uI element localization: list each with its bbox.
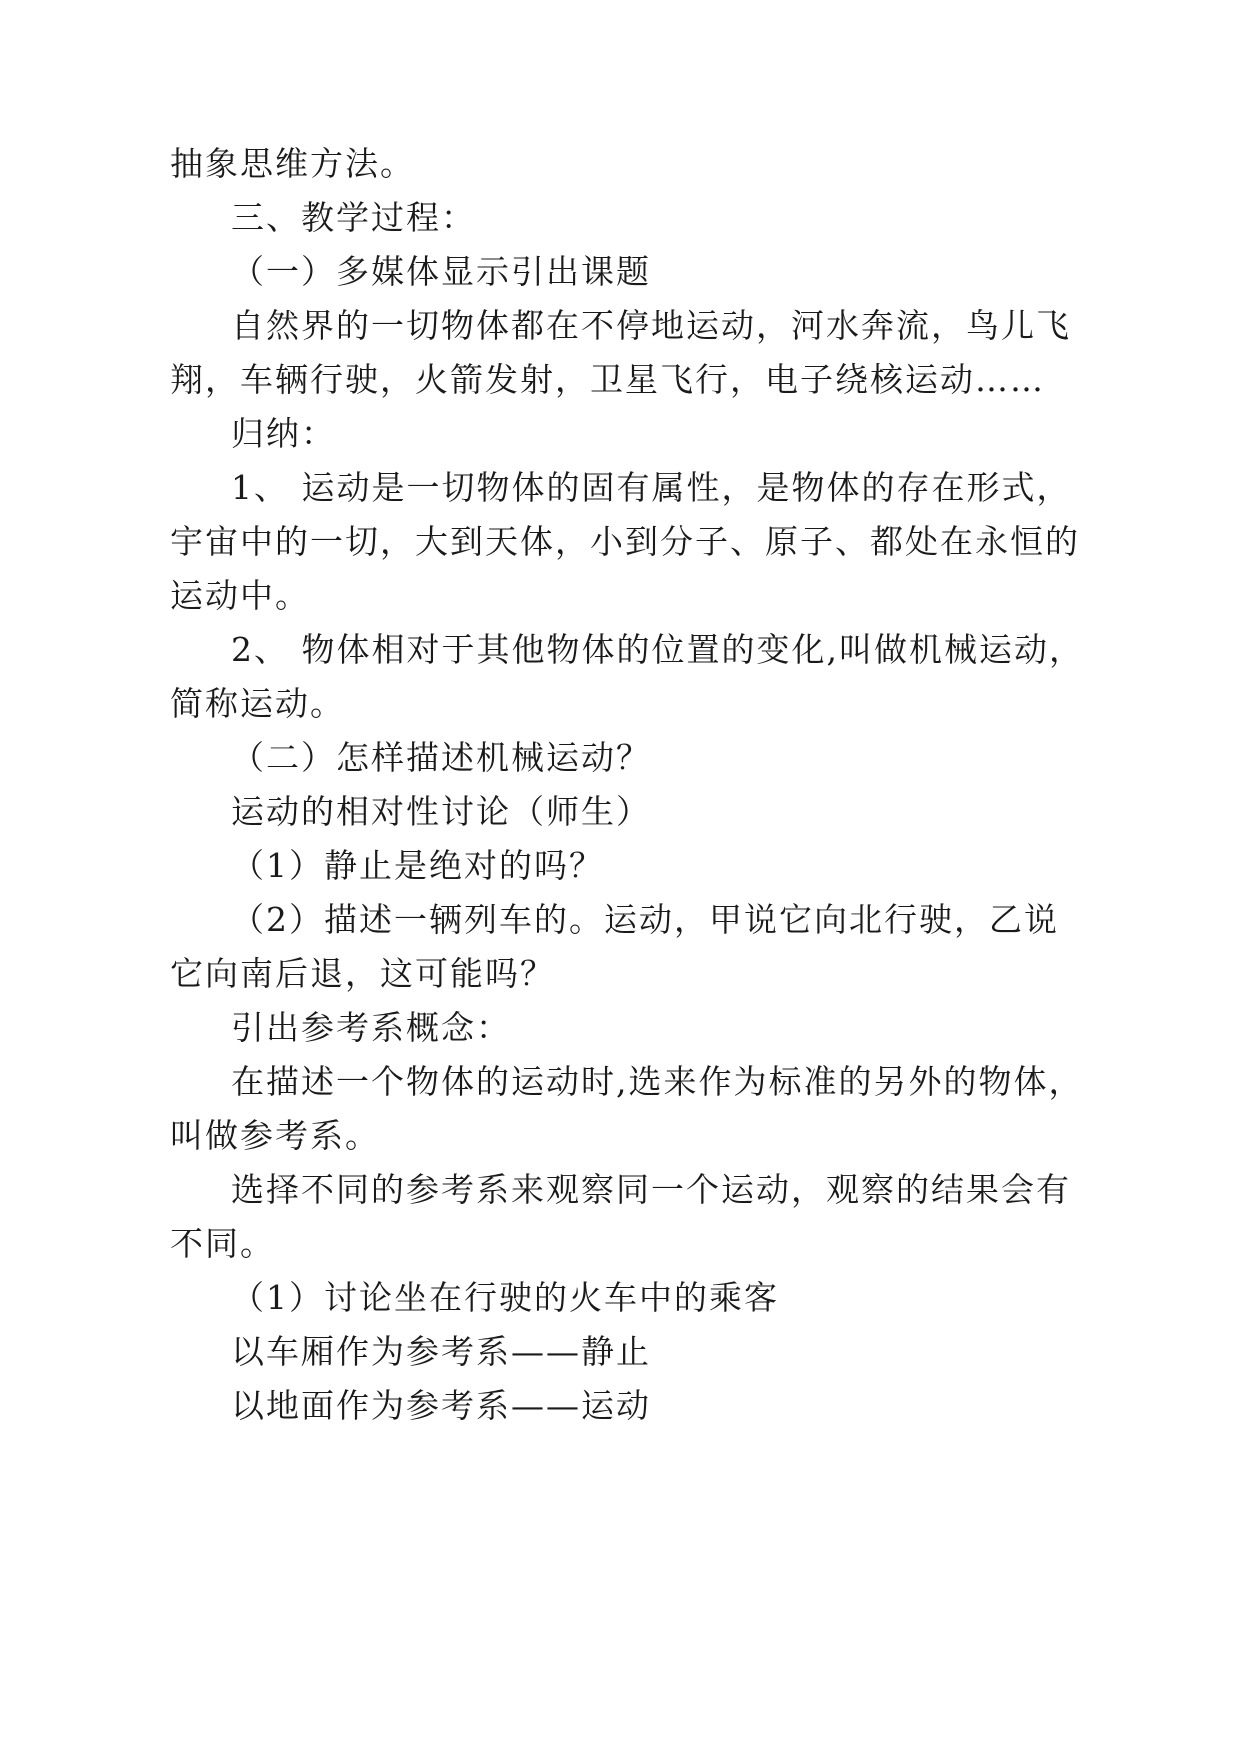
text-line: 宇宙中的一切，大到天体，小到分子、原子、都处在永恒的 <box>170 522 1080 561</box>
text-line: 归纳： <box>231 414 336 453</box>
text-line: 选择不同的参考系来观察同一个运动，观察的结果会有 <box>231 1170 1071 1209</box>
text-line: 简称运动。 <box>170 684 345 723</box>
subsection-heading: （一）多媒体显示引出课题 <box>231 252 651 291</box>
text-line: 1、 运动是一切物体的固有属性，是物体的存在形式， <box>231 468 1072 507</box>
text-line: （1）静止是绝对的吗？ <box>231 846 604 885</box>
text-line: 它向南后退，这可能吗？ <box>170 954 555 993</box>
text-line: 运动中。 <box>170 576 310 615</box>
text-line: 运动的相对性讨论（师生） <box>231 792 651 831</box>
text-line: （1）讨论坐在行驶的火车中的乘客 <box>231 1278 779 1317</box>
text-line: 以地面作为参考系——运动 <box>231 1386 651 1425</box>
text-line: 翔，车辆行驶，火箭发射，卫星飞行，电子绕核运动…… <box>170 360 1045 399</box>
text-line: 叫做参考系。 <box>170 1116 380 1155</box>
text-line: 抽象思维方法。 <box>170 144 415 183</box>
text-line: （2）描述一辆列车的。运动，甲说它向北行驶，乙说 <box>231 900 1059 939</box>
text-line: 自然界的一切物体都在不停地运动，河水奔流，鸟儿飞 <box>231 306 1071 345</box>
text-line: 不同。 <box>170 1224 275 1263</box>
text-line: 2、 物体相对于其他物体的位置的变化,叫做机械运动， <box>231 630 1084 669</box>
text-line: 在描述一个物体的运动时,选来作为标准的另外的物体， <box>231 1062 1084 1101</box>
section-heading: 三、教学过程： <box>231 198 476 237</box>
text-line: 以车厢作为参考系——静止 <box>231 1332 651 1371</box>
text-line: 引出参考系概念： <box>231 1008 511 1047</box>
subsection-heading: （二）怎样描述机械运动？ <box>231 738 651 777</box>
